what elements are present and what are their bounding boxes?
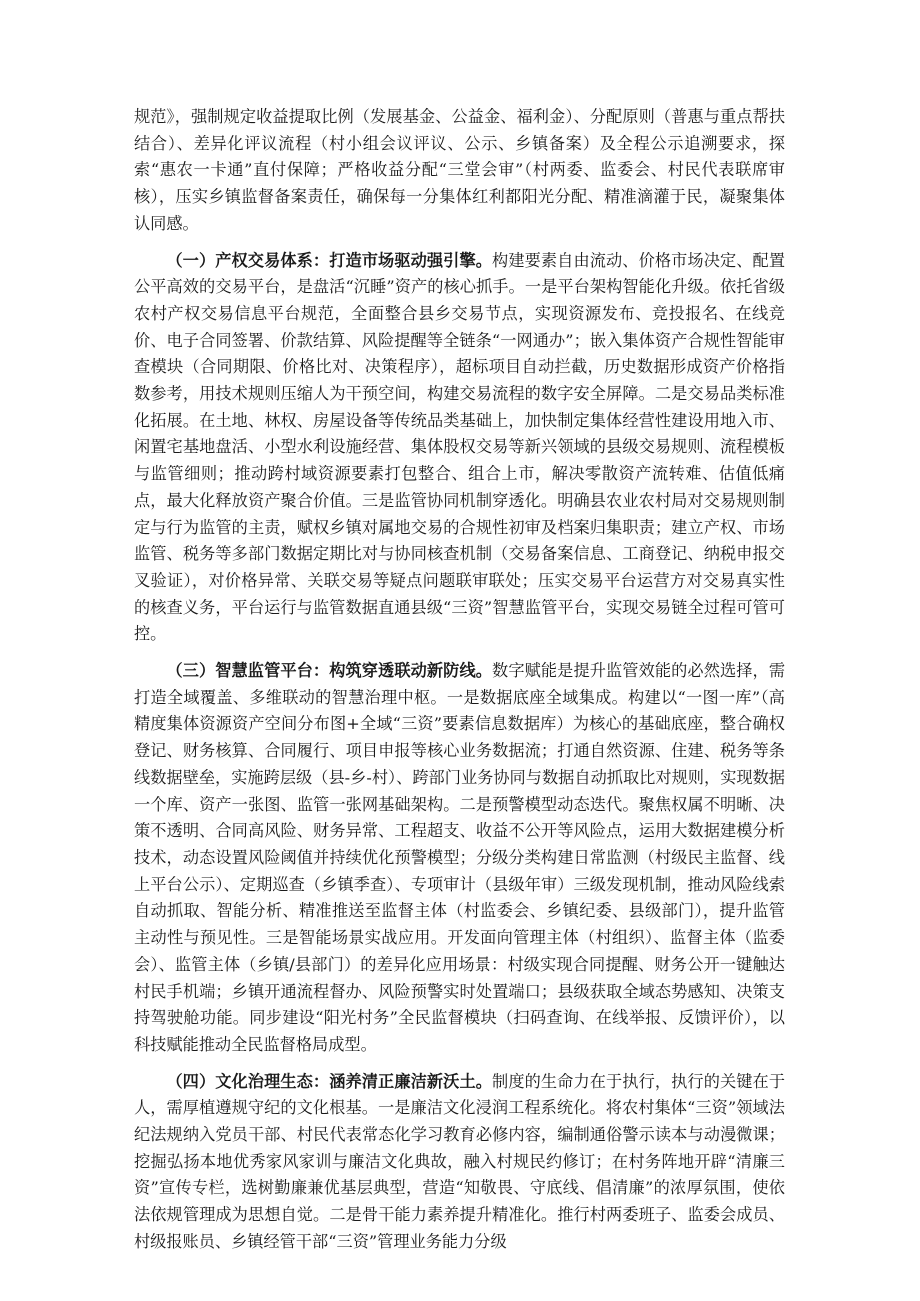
paragraph-text: 数字赋能是提升监管效能的必然选择，需打造全域覆盖、多维联动的智慧治理中枢。一是数据底座全域集成。构建以“一图一库”（高精度集体资源资产空间分布图+全域“三资”要素信息数据库）为核心的基础底座，整合确权登记、财务核算、合同履行、项目申报等核心业务数据流；打通自然资源、住建、税务等条线数据壁垒，实施跨层级（县-乡-村）、跨部门业务协同与数据自动抓取比对规则，实现数据一个库、资产一张图、监管一张网基础架构。二是预警模型动态迭代。聚焦权属不明晰、决策不透明、合同高风险、财务异常、工程超支、收益不公开等风险点，运用大数据建模分析技术，动态设置风险阈值并持续优化预警模型；分级分类构建日常监测（村级民主监督、线上平台公示）、定期巡查（乡镇季查）、专项审计（县级年审）三级发现机制，推动风险线索自动抓取、智能分析、精准推送至监督主体（村监委会、乡镇纪委、县级部门），提升监管主动性与预见性。三是智能场景实战应用。开发面向管理主体（村组织）、监督主体（监委会）、监管主体（乡镇/县部门）的差异化应用场景：村级实现合同提醒、财务公开一键触达村民手机端；乡镇开通流程督办、风险预警实时处置端口；县级获取全域态势感知、决策支持驾驶舱功能。同步建设“阳光村务”全民监督模块（扫码查询、在线举报、反馈评价），以科技赋能推动全民监督格局成型。 bbox=[134, 661, 786, 1054]
document-body bbox=[134, 104, 785, 1266]
paragraph-culture-governance bbox=[134, 1069, 785, 1256]
paragraph-lead: （四）文化治理生态：涵养清正廉洁新沃土。 bbox=[166, 1071, 493, 1091]
paragraph-text: 规范》，强制规定收益提取比例（发展基金、公益金、福利金）、分配原则（普惠与重点帮扶结合）、差异化评议流程（村小组会议评议、公示、乡镇备案）及全程公示追溯要求，探索“惠农一卡通”直付保障；严格收益分配“三堂会审”（村两委、监委会、村民代表联席审核），压实乡镇监督备案责任，确保每一分集体红利都阳光分配、精准滴灌于民，凝聚集体认同感。 bbox=[134, 107, 785, 233]
paragraph-lead: （三）智慧监管平台：构筑穿透联动新防线。 bbox=[166, 661, 493, 681]
paragraph-lead: （一）产权交易体系：打造市场驱动强引擎。 bbox=[166, 250, 493, 270]
paragraph-text: 制度的生命力在于执行，执行的关键在于人，需厚植遵规守纪的文化根基。一是廉洁文化浸润工程系统化。将农村集体“三资”领域法纪法规纳入党员干部、村民代表常态化学习教育必修内容，编制通俗警示读本与动漫微课；挖掘弘扬本地优秀家风家训与廉洁文化典故，融入村规民约修订；在村务阵地开辟“清廉三资”宣传专栏，选树勤廉兼优基层典型，营造“知敬畏、守底线、倡清廉”的浓厚氛围，使依法依规管理成为思想自觉。二是骨干能力素养提升精准化。推行村两委班子、监委会成员、村级报账员、乡镇经管干部“三资”管理业务能力分级 bbox=[134, 1071, 786, 1251]
paragraph-income-distribution bbox=[134, 104, 785, 238]
paragraph-property-trading bbox=[134, 248, 785, 649]
paragraph-text: 构建要素自由流动、价格市场决定、配置公平高效的交易平台，是盘活“沉睡”资产的核心抓手。一是平台架构智能化升级。依托省级农村产权交易信息平台规范，全面整合县乡交易节点，实现资源发布、竞投报名、在线竞价、电子合同签署、价款结算、风险提醒等全链条“一网通办”；嵌入集体资产合规性智能审查模块（合同期限、价格比对、决策程序），超标项目自动拦截，历史数据形成资产价格指数参考，用技术规则压缩人为干预空间，构建交易流程的数字安全屏障。二是交易品类标准化拓展。在土地、林权、房屋设备等传统品类基础上，加快制定集体经营性建设用地入市、闲置宅基地盘活、小型水利设施经营、集体股权交易等新兴领域的县级交易规则、流程模板与监管细则；推动跨村域资源要素打包整合、组合上市，解决零散资产流转难、估值低痛点，最大化释放资产聚合价值。三是监管协同机制穿透化。明确县农业农村局对交易规则制定与行为监管的主责，赋权乡镇对属地交易的合规性初审及档案归集职责；建立产权、市场监管、税务等多部门数据定期比对与协同核查机制（交易备案信息、工商登记、纳税申报交叉验证），对价格异常、关联交易等疑点问题联审联处；压实交易平台运营方对交易真实性的核查义务，平台运行与监管数据直通县级“三资”智慧监管平台，实现交易链全过程可管可控。 bbox=[134, 250, 786, 644]
paragraph-smart-supervision bbox=[134, 658, 785, 1059]
